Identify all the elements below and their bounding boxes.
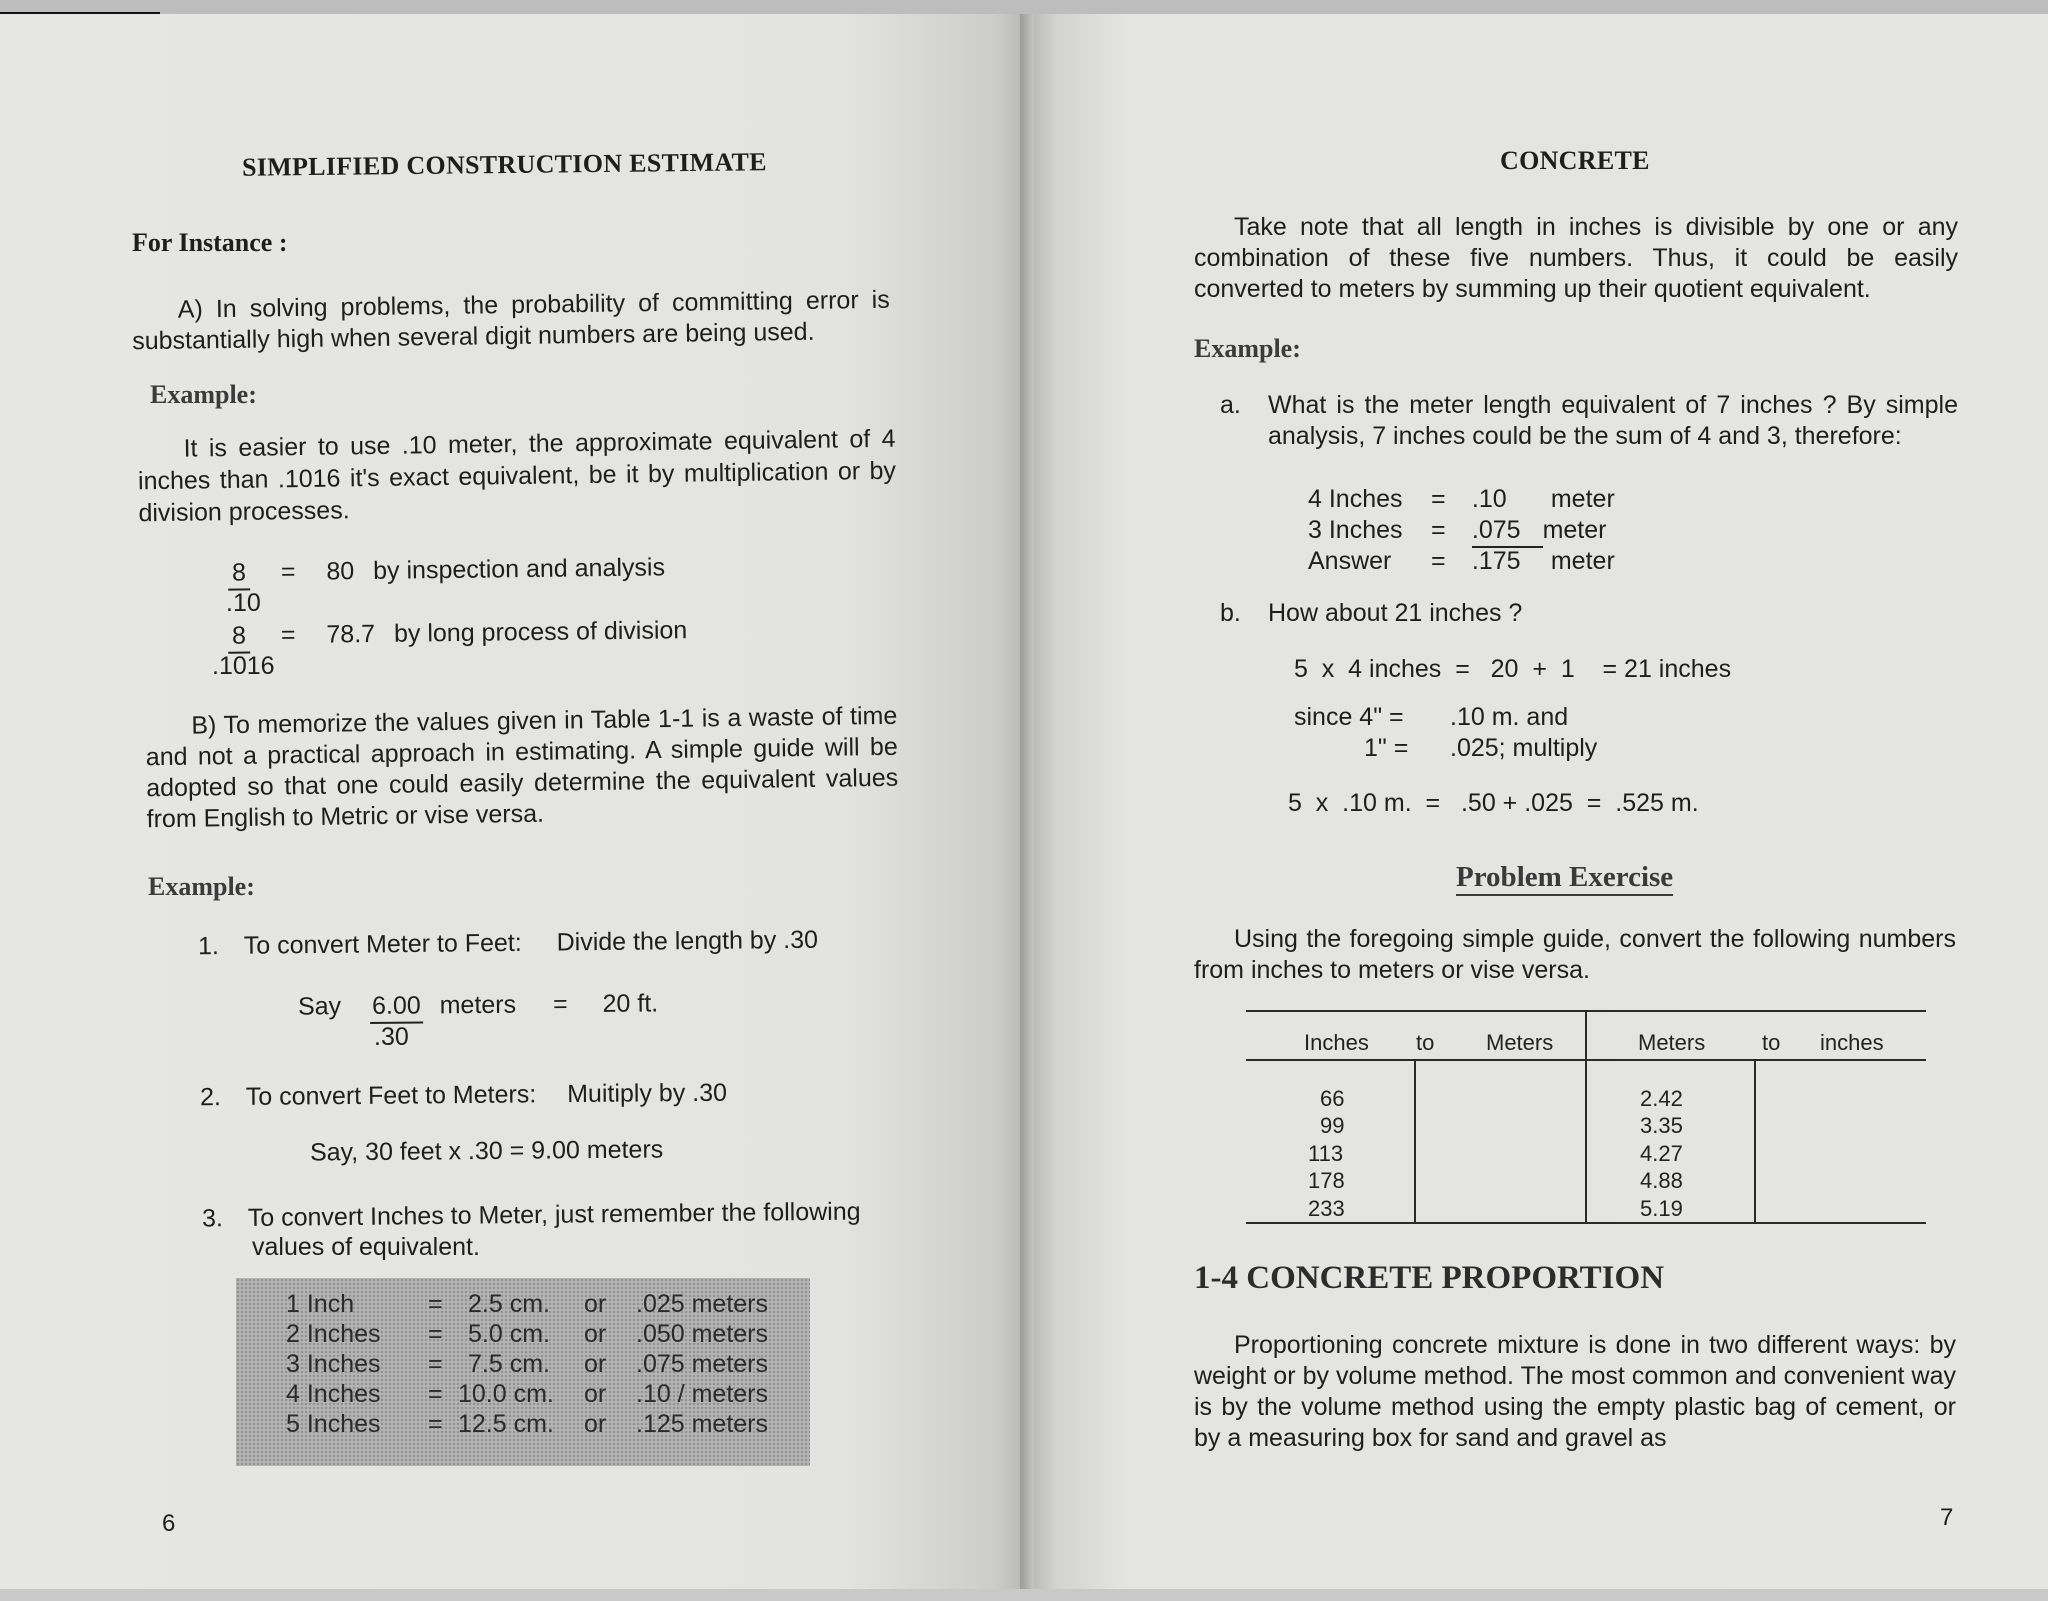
table-cell-meters: 4.27 bbox=[1640, 1141, 1683, 1166]
equivalent-inches: 5 Inches bbox=[286, 1410, 381, 1438]
fraction-2 bbox=[228, 615, 688, 654]
a-row-value: .075 bbox=[1472, 515, 1521, 548]
say-example-1 bbox=[298, 988, 658, 1024]
equivalent-or: or bbox=[584, 1290, 607, 1318]
equivalent-meters: .075 meters bbox=[636, 1350, 769, 1378]
say-label: Say bbox=[297, 992, 342, 1021]
example-label-2: Example: bbox=[148, 872, 255, 901]
a-row-unit: meter bbox=[1542, 516, 1607, 544]
equivalent-cm: 2.5 cm. bbox=[468, 1290, 550, 1318]
equivalent-equals: = bbox=[428, 1410, 443, 1438]
table-input-divider-left bbox=[1414, 1060, 1416, 1224]
table-cell-inches: 233 bbox=[1308, 1196, 1345, 1221]
a-row-value: .175 bbox=[1471, 547, 1521, 575]
equivalent-meters: .125 meters bbox=[636, 1410, 769, 1438]
item-b-label: b. bbox=[1220, 599, 1241, 627]
b-since-value-2: .025; multiply bbox=[1450, 734, 1598, 762]
table-cell-inches: 99 bbox=[1320, 1113, 1345, 1138]
equivalent-or: or bbox=[584, 1410, 607, 1438]
a-row-label: 3 Inches bbox=[1308, 516, 1403, 544]
item-2-rule: Muitiply by .30 bbox=[567, 1078, 728, 1109]
a-row bbox=[1308, 546, 1615, 577]
intro-paragraph: Take note that all length in inches is divisible by one or any combination of these five numbers. Thus, it could be easily converted to meters by summing up their quotient equivalent. bbox=[1194, 213, 1958, 303]
a-row-equals: = bbox=[1430, 516, 1446, 544]
table-header-to: to bbox=[1762, 1030, 1781, 1055]
table-header-to: to bbox=[1416, 1030, 1435, 1055]
equivalent-meters: .050 meters bbox=[636, 1320, 769, 1348]
equivalent-inches: 2 Inches bbox=[286, 1320, 381, 1348]
item-3-number: 3. bbox=[201, 1204, 224, 1233]
section-paragraph: Proportioning concrete mixture is done in two different ways: by weight or by volume method. The most common and convenient way is by the volume method using the empty plastic bag of cement, or by a measuring box for sand and gravel as bbox=[1194, 1331, 1956, 1452]
item-b-text: How about 21 inches ? bbox=[1268, 599, 1523, 627]
equivalent-cm: 10.0 cm. bbox=[458, 1380, 554, 1408]
equivalent-equals: = bbox=[428, 1380, 443, 1408]
b-calculation-2: 5 x .10 m. = .50 + .025 = .525 m. bbox=[1288, 789, 1699, 817]
fraction-1-denominator: .10 bbox=[226, 589, 261, 617]
say-numerator: 6.00 bbox=[370, 990, 423, 1023]
say-example-2: Say, 30 feet x .30 = 9.00 meters bbox=[309, 1135, 664, 1167]
item-a-text: What is the meter length equivalent of 7 inches ? By simple analysis, 7 inches could be the sum of 4 and 3, therefore: bbox=[1268, 391, 1958, 450]
table-header-meters: Meters bbox=[1638, 1030, 1706, 1055]
table-cell-meters: 2.42 bbox=[1640, 1086, 1683, 1111]
a-row-equals: = bbox=[1430, 485, 1446, 513]
say-denominator: .30 bbox=[374, 1023, 409, 1051]
fraction-2-equals: = bbox=[280, 620, 296, 650]
table-header-inches: Inches bbox=[1304, 1030, 1369, 1055]
paragraph-example: It is easier to use .10 meter, the approximate equivalent of 4 inches than .1016 it's exact equivalent, be it by multiplication or by division processes. bbox=[137, 424, 897, 528]
equivalent-meters: .025 meters bbox=[636, 1290, 769, 1318]
table-input-divider-right bbox=[1754, 1060, 1756, 1224]
table-header-meters: Meters bbox=[1486, 1030, 1554, 1055]
equivalent-or: or bbox=[584, 1380, 607, 1408]
equivalent-equals: = bbox=[428, 1320, 443, 1348]
equivalent-or: or bbox=[584, 1320, 607, 1348]
b-since-value-1: .10 m. and bbox=[1450, 703, 1569, 731]
a-row-unit: meter bbox=[1550, 547, 1615, 575]
a-row-label: 4 Inches bbox=[1308, 485, 1403, 513]
say-equals: = bbox=[552, 990, 568, 1019]
equivalent-inches: 4 Inches bbox=[286, 1380, 381, 1408]
a-row-unit: meter bbox=[1550, 485, 1615, 513]
fraction-1-note: by inspection and analysis bbox=[373, 553, 666, 585]
fraction-1-equals: = bbox=[280, 557, 296, 587]
table-header-inches: inches bbox=[1820, 1030, 1884, 1055]
left-page-number: 6 bbox=[162, 1510, 176, 1537]
item-2-number: 2. bbox=[199, 1083, 221, 1112]
right-page-number: 7 bbox=[1940, 1504, 1954, 1531]
left-running-head: SIMPLIFIED CONSTRUCTION ESTIMATE bbox=[241, 147, 768, 182]
paragraph-a: A) In solving problems, the probability of committing error is substantially high when several digit numbers are being used. bbox=[132, 285, 890, 356]
item-3-text-line2: values of equivalent. bbox=[252, 1233, 480, 1261]
item-2-text: To convert Feet to Meters: bbox=[245, 1080, 537, 1111]
a-row bbox=[1308, 484, 1615, 515]
table-cell-meters: 4.88 bbox=[1640, 1168, 1683, 1193]
list-item bbox=[198, 925, 818, 962]
item-a-label: a. bbox=[1220, 391, 1241, 419]
bottom-edge bbox=[0, 1589, 2048, 1601]
paragraph-b: B) To memorize the values given in Table 1-1 is a waste of time and not a practical approach in estimating. A simple guide will be adopted so that one could easily determine the equivalent values from English to Metric or vise versa. bbox=[145, 701, 899, 834]
equivalent-or: or bbox=[584, 1350, 607, 1378]
table-cell-inches: 66 bbox=[1320, 1086, 1345, 1111]
table-cell-inches: 113 bbox=[1308, 1141, 1344, 1166]
a-row-underline-gap bbox=[1521, 515, 1543, 548]
table-cell-meters: 5.19 bbox=[1640, 1196, 1683, 1221]
a-row-equals: = bbox=[1430, 547, 1446, 575]
equivalent-cm: 12.5 cm. bbox=[458, 1410, 554, 1438]
top-edge bbox=[0, 0, 2048, 14]
b-since-line-2: 1" = bbox=[1364, 734, 1409, 762]
equivalents-box bbox=[236, 1278, 810, 1466]
item-3-text: To convert Inches to Meter, just remember the following bbox=[247, 1197, 861, 1232]
right-running-head: CONCRETE bbox=[1500, 146, 1650, 175]
problem-exercise-text: Using the foregoing simple guide, convert the following numbers from inches to meters or vise versa. bbox=[1194, 925, 1956, 984]
fraction-1-numerator: 8 bbox=[228, 557, 250, 590]
list-item bbox=[200, 1078, 727, 1114]
equivalent-inches: 1 Inch bbox=[286, 1290, 355, 1318]
item-1-number: 1. bbox=[197, 932, 220, 961]
say-result: 20 ft. bbox=[602, 989, 659, 1018]
section-heading: 1-4 CONCRETE PROPORTION bbox=[1194, 1260, 1665, 1296]
say-unit: meters bbox=[439, 990, 517, 1020]
for-instance-label: For Instance : bbox=[132, 228, 288, 257]
table-cell-inches: 178 bbox=[1308, 1168, 1345, 1193]
table-center-divider bbox=[1585, 1010, 1587, 1224]
book-spine bbox=[1020, 14, 1034, 1589]
table-cell-meters: 3.35 bbox=[1640, 1113, 1683, 1138]
a-row-value: .10 bbox=[1471, 485, 1507, 513]
b-since-line-1: since 4" = bbox=[1294, 703, 1404, 731]
equivalent-equals: = bbox=[428, 1290, 443, 1318]
problem-exercise-heading: Problem Exercise bbox=[1456, 860, 1673, 896]
equivalent-cm: 5.0 cm. bbox=[468, 1320, 550, 1348]
b-calculation-1: 5 x 4 inches = 20 + 1 = 21 inches bbox=[1294, 655, 1732, 683]
a-row bbox=[1308, 515, 1606, 548]
item-1-text: To convert Meter to Feet: bbox=[243, 928, 522, 960]
fraction-2-note: by long process of division bbox=[393, 616, 688, 648]
equivalent-meters: .10 / meters bbox=[636, 1380, 768, 1408]
right-example-label: Example: bbox=[1194, 334, 1301, 363]
equivalent-cm: 7.5 cm. bbox=[468, 1350, 550, 1378]
equivalent-equals: = bbox=[428, 1350, 443, 1378]
item-1-rule: Divide the length by .30 bbox=[556, 925, 819, 957]
equivalent-inches: 3 Inches bbox=[286, 1350, 381, 1378]
fraction-1-result: 80 bbox=[326, 557, 355, 586]
fraction-2-denominator: .1016 bbox=[212, 652, 275, 680]
fraction-1 bbox=[228, 552, 665, 590]
example-label-1: Example: bbox=[150, 380, 257, 409]
a-row-label: Answer bbox=[1308, 547, 1392, 575]
fraction-2-result: 78.7 bbox=[326, 620, 376, 649]
fraction-2-numerator: 8 bbox=[228, 621, 250, 654]
